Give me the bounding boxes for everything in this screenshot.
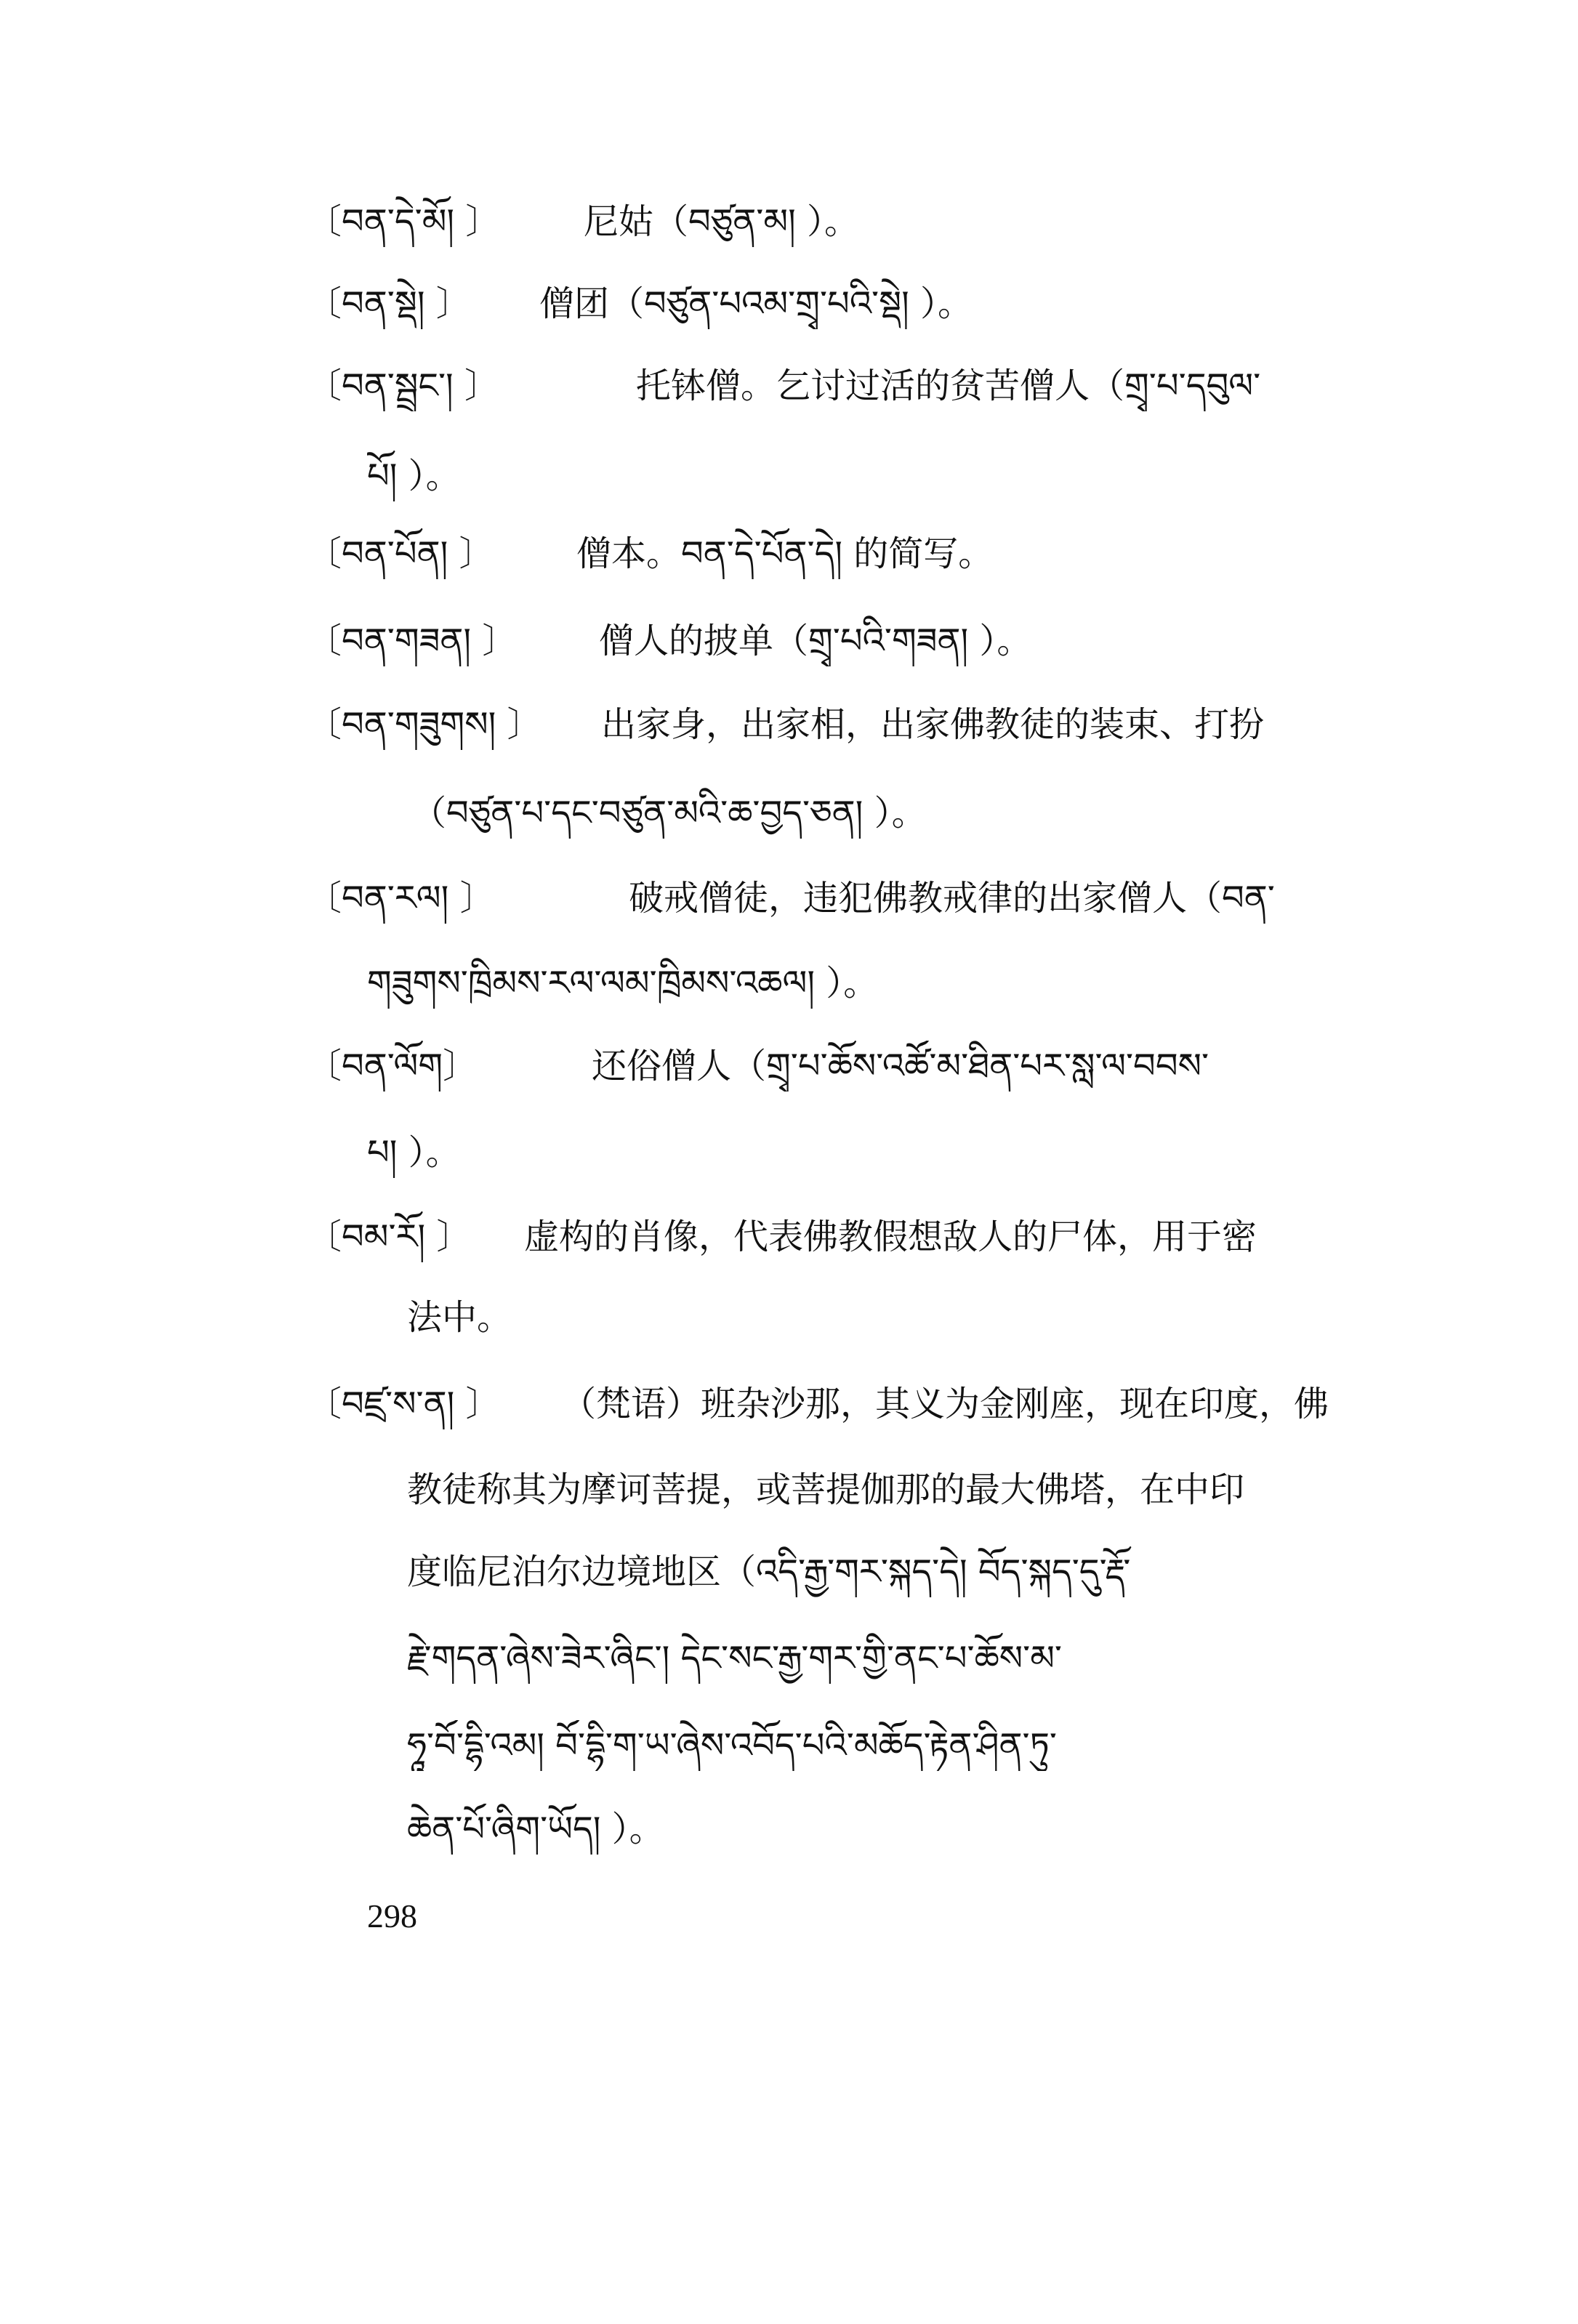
- entry-definition-line: 僧团（བཙུན་པའམ་གྲྭ་པའི་སྡེ། ）。: [539, 283, 973, 324]
- dictionary-entry: [307, 699, 1417, 750]
- entry-definition-line: 僧人的披单（གྲྭ་པའི་གཟན། ）。: [599, 621, 1032, 661]
- entry-definition-line: 还俗僧人（གྲྭ་པ་ཆོས་འཚོ་མ་ཐིན་པར་སླ་ལ་བབས་: [592, 1046, 1209, 1086]
- dictionary-entry: [307, 1379, 1417, 1429]
- entry-definition-line: （梵语）班杂沙那，其义为金刚座，现在印度，佛: [561, 1384, 1329, 1424]
- entry-definition-line: 虚构的肖像，代表佛教假想敌人的尸体，用于密: [524, 1217, 1257, 1257]
- entry-definition-line: 僧本。བན་དེ་པོན་དེ། 的简写。: [576, 533, 994, 574]
- dictionary-entry: [307, 196, 1417, 247]
- entry-definition-line: གཟུགས་ཁྲིམས་རལ་ལམ་ཁྲིམས་འཆལ། ）。: [367, 963, 879, 1004]
- dictionary-entry: [307, 1211, 1417, 1262]
- entry-headword: 〔བན་པོན། 〕: [307, 533, 494, 574]
- entry-headword: 〔བམ་རོ། 〕: [307, 1217, 472, 1257]
- entry-definition-line: ཧཱ་བོ་དྷི་འམ། བོ་དྷི་ག་ཡ་ཞེས་འབོད་པའི་མཆོད་རྟེན་ཤིན་ཏུ་: [407, 1725, 1057, 1766]
- entry-definition-line: པ། ）。: [367, 1132, 461, 1173]
- entry-headword: 〔བན་སྡེ། 〕: [307, 283, 471, 324]
- dictionary-entry: [307, 1041, 1417, 1092]
- dictionary-entry: [307, 616, 1417, 666]
- entry-definition-line: 度临尼泊尔边境地区（འདི་རྒྱ་གར་སྐད་དེ། བོད་སྐད་དུ་རྡོ་: [407, 1552, 1131, 1592]
- dictionary-entry: [307, 360, 1417, 411]
- entry-headword: 〔བན་སྦྲང་། 〕: [307, 366, 499, 406]
- entry-headword: 〔བན་དེ་མོ། 〕: [307, 201, 501, 242]
- dictionary-entry: [307, 278, 1417, 329]
- entry-headword: 〔བན་གཟུགས། 〕: [307, 704, 542, 745]
- entry-definition-line: 出家身，出家相，出家佛教徒的装束、打扮: [601, 704, 1265, 745]
- entry-definition-line: 尼姑（བཙུན་མ། ）。: [584, 201, 860, 242]
- entry-headword: 〔བན་གཟན། 〕: [307, 621, 518, 661]
- entry-definition-line: ཆེན་པོ་ཞིག་ཡོད། ）。: [407, 1809, 664, 1849]
- entry-definition-line: རྗེ་གདན་ཞེས་ཟེར་ཞིང་། དེང་སང་རྒྱ་གར་གྱི་ནང་པ་ཆོས་མ་: [407, 1638, 1063, 1679]
- entry-definition-line: 破戒僧徒，违犯佛教戒律的出家僧人（བན་: [629, 878, 1275, 919]
- entry-headword: 〔བན་ལོག〕: [307, 1046, 478, 1086]
- entry-headword: 〔བན་རལ། 〕: [307, 878, 495, 919]
- dictionary-entry: [307, 873, 1417, 924]
- entry-definition-line: 托钵僧。乞讨过活的贫苦僧人（གྲྭ་པ་དབུལ་: [636, 366, 1261, 406]
- entry-definition-line: པོ། ）。: [367, 456, 461, 496]
- entry-headword: 〔བཛྲ་ས་ན། 〕: [307, 1384, 501, 1424]
- entry-definition-line: 法中。: [407, 1297, 512, 1338]
- entry-definition-line: 教徒称其为摩诃菩提，或菩提伽那的最大佛塔，在中印: [407, 1469, 1245, 1510]
- page-number: 298: [367, 1897, 417, 1934]
- dictionary-entry: [307, 528, 1417, 579]
- entry-definition-line: （བཙུན་པ་དང་བཙུན་མའི་ཆ་བྱད་ཅན། ）。: [411, 793, 927, 834]
